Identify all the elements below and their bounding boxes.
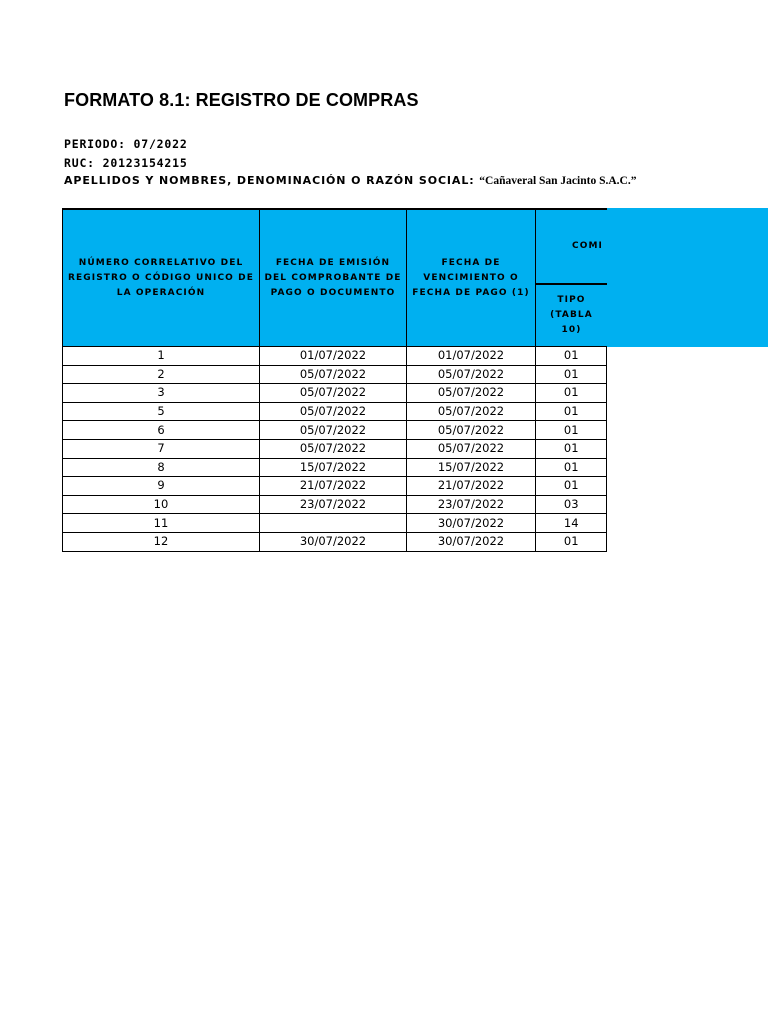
header-band-extension bbox=[606, 208, 768, 347]
cell-tipo: 01 bbox=[536, 347, 607, 366]
table-row bbox=[63, 402, 607, 421]
header-tipo: TIPO (TABLA 10) bbox=[536, 284, 607, 346]
cell-tipo: 01 bbox=[536, 439, 607, 458]
table-row bbox=[63, 439, 607, 458]
cell-correlativo: 1 bbox=[63, 347, 260, 366]
table-row bbox=[63, 495, 607, 514]
header-fecha-vencimiento: FECHA DE VENCIMIENTO O FECHA DE PAGO (1) bbox=[407, 209, 536, 347]
cell-fecha-emision: 05/07/2022 bbox=[260, 365, 407, 384]
purchase-register-table bbox=[62, 208, 607, 552]
cell-fecha-vencimiento: 30/07/2022 bbox=[407, 514, 536, 533]
cell-fecha-emision: 05/07/2022 bbox=[260, 402, 407, 421]
periodo-line: PERIODO: 07/2022 bbox=[64, 137, 188, 151]
cell-tipo: 14 bbox=[536, 514, 607, 533]
razon-social-label: APELLIDOS Y NOMBRES, DENOMINACIÓN O RAZÓN SOCIAL: bbox=[64, 174, 475, 187]
cell-correlativo: 10 bbox=[63, 495, 260, 514]
cell-fecha-emision: 23/07/2022 bbox=[260, 495, 407, 514]
table-body bbox=[63, 347, 607, 552]
header-correlativo: NÚMERO CORRELATIVO DEL REGISTRO O CÓDIGO UNICO DE LA OPERACIÓN bbox=[63, 209, 260, 347]
cell-fecha-vencimiento: 01/07/2022 bbox=[407, 347, 536, 366]
cell-fecha-emision: 01/07/2022 bbox=[260, 347, 407, 366]
cell-fecha-emision: 21/07/2022 bbox=[260, 477, 407, 496]
table-row bbox=[63, 421, 607, 440]
document-title: FORMATO 8.1: REGISTRO DE COMPRAS bbox=[64, 90, 419, 110]
cell-fecha-emision bbox=[260, 514, 407, 533]
table-row bbox=[63, 347, 607, 366]
cell-fecha-vencimiento: 05/07/2022 bbox=[407, 365, 536, 384]
cell-tipo: 01 bbox=[536, 421, 607, 440]
cell-correlativo: 6 bbox=[63, 421, 260, 440]
cell-correlativo: 8 bbox=[63, 458, 260, 477]
table-row bbox=[63, 477, 607, 496]
cell-correlativo: 5 bbox=[63, 402, 260, 421]
cell-tipo: 03 bbox=[536, 495, 607, 514]
table-row bbox=[63, 514, 607, 533]
cell-tipo: 01 bbox=[536, 402, 607, 421]
razon-social-value: “Cañaveral San Jacinto S.A.C.” bbox=[479, 175, 637, 187]
cell-fecha-emision: 05/07/2022 bbox=[260, 439, 407, 458]
cell-correlativo: 12 bbox=[63, 532, 260, 551]
ruc-line: RUC: 20123154215 bbox=[64, 156, 188, 170]
cell-correlativo: 7 bbox=[63, 439, 260, 458]
cell-fecha-vencimiento: 05/07/2022 bbox=[407, 421, 536, 440]
cell-fecha-vencimiento: 05/07/2022 bbox=[407, 402, 536, 421]
table-row bbox=[63, 458, 607, 477]
cell-fecha-emision: 15/07/2022 bbox=[260, 458, 407, 477]
cell-fecha-vencimiento: 23/07/2022 bbox=[407, 495, 536, 514]
cell-fecha-vencimiento: 15/07/2022 bbox=[407, 458, 536, 477]
cell-fecha-emision: 30/07/2022 bbox=[260, 532, 407, 551]
cell-fecha-vencimiento: 05/07/2022 bbox=[407, 384, 536, 403]
table-row bbox=[63, 532, 607, 551]
cell-fecha-vencimiento: 30/07/2022 bbox=[407, 532, 536, 551]
cell-correlativo: 2 bbox=[63, 365, 260, 384]
cell-fecha-vencimiento: 05/07/2022 bbox=[407, 439, 536, 458]
razon-social-line bbox=[64, 174, 636, 187]
cell-fecha-emision: 05/07/2022 bbox=[260, 421, 407, 440]
cell-correlativo: 9 bbox=[63, 477, 260, 496]
cell-fecha-emision: 05/07/2022 bbox=[260, 384, 407, 403]
table-row bbox=[63, 384, 607, 403]
cell-tipo: 01 bbox=[536, 365, 607, 384]
cell-fecha-vencimiento: 21/07/2022 bbox=[407, 477, 536, 496]
cell-correlativo: 11 bbox=[63, 514, 260, 533]
cell-tipo: 01 bbox=[536, 532, 607, 551]
cell-tipo: 01 bbox=[536, 458, 607, 477]
cell-tipo: 01 bbox=[536, 384, 607, 403]
header-fecha-emision: FECHA DE EMISIÓN DEL COMPROBANTE DE PAGO O DOCUMENTO bbox=[260, 209, 407, 347]
table-row bbox=[63, 365, 607, 384]
cell-tipo: 01 bbox=[536, 477, 607, 496]
cell-correlativo: 3 bbox=[63, 384, 260, 403]
header-comprobante-group: COMI bbox=[536, 209, 607, 284]
